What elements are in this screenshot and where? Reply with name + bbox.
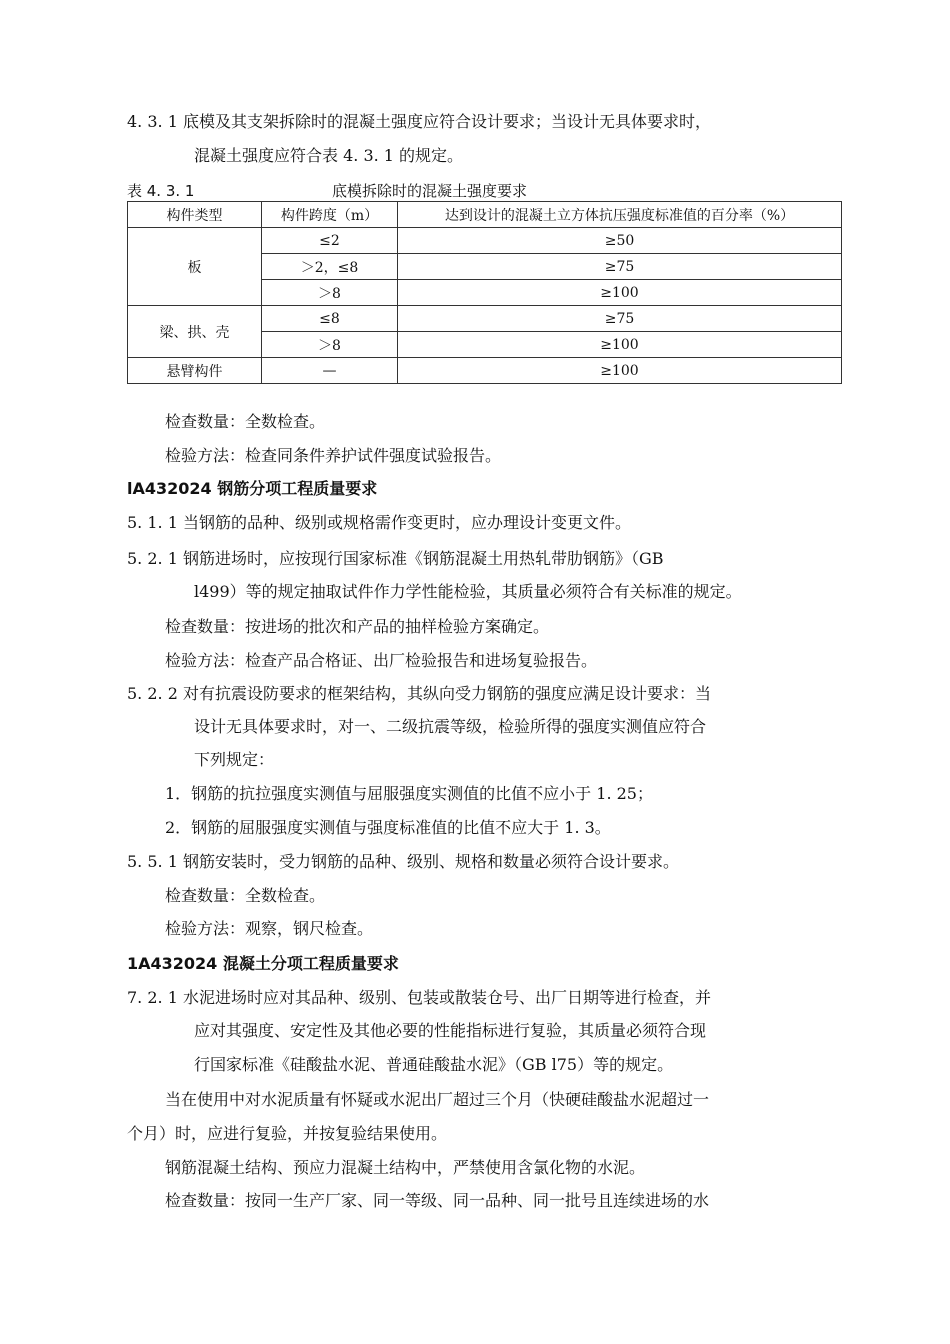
clause-7-2-1-line-1: 7. 2. 1 水泥进场时应对其品种、级别、包装或散装仓号、出厂日期等进行检查，并 — [127, 988, 711, 1007]
span-cell: ＞8 — [262, 280, 398, 306]
inspection-method: 检验方法：检查产品合格证、出厂检验报告和进场复验报告。 — [165, 651, 598, 670]
type-cell: 板 — [128, 228, 262, 306]
header-cell: 构件类型 — [128, 202, 262, 228]
section-heading: 1A432024 混凝土分项工程质量要求 — [127, 954, 399, 973]
value-cell: ≥50 — [398, 228, 842, 254]
list-item: 1．钢筋的抗拉强度实测值与屈服强度实测值的比值不应小于 1. 25； — [165, 784, 653, 803]
inspection-quantity: 检查数量：按同一生产厂家、同一等级、同一品种、同一批号且连续进场的水 — [165, 1191, 710, 1210]
clause-7-2-1-line-2: 应对其强度、安定性及其他必要的性能指标进行复验，其质量必须符合现 — [194, 1021, 707, 1040]
type-cell: 梁、拱、壳 — [128, 306, 262, 358]
section-heading: lA432024 钢筋分项工程质量要求 — [127, 479, 378, 498]
inspection-quantity: 检查数量：全数检查。 — [165, 412, 326, 431]
clause-5-5-1: 5. 5. 1 钢筋安装时，受力钢筋的品种、级别、规格和数量必须符合设计要求。 — [127, 852, 679, 871]
paragraph-line: 当在使用中对水泥质量有怀疑或水泥出厂超过三个月（快硬硅酸盐水泥超过一 — [165, 1090, 710, 1109]
table-caption — [127, 180, 827, 200]
table-row — [128, 358, 842, 384]
value-cell: ≥100 — [398, 332, 842, 358]
list-item: 2．钢筋的屈服强度实测值与强度标准值的比值不应大于 1. 3。 — [165, 818, 611, 837]
value-cell: ≥75 — [398, 254, 842, 280]
span-cell: — — [262, 358, 398, 384]
header-cell: 达到设计的混凝土立方体抗压强度标准值的百分率（%） — [398, 202, 842, 228]
table-title: 底模拆除时的混凝土强度要求 — [332, 182, 528, 200]
table-row — [128, 306, 842, 332]
span-cell: ＞2，≤8 — [262, 254, 398, 280]
inspection-method: 检验方法：观察，钢尺检查。 — [165, 919, 374, 938]
header-cell: 构件跨度（m） — [262, 202, 398, 228]
table-number: 表 4. 3. 1 — [127, 182, 195, 200]
type-cell: 悬臂构件 — [128, 358, 262, 384]
clause-5-2-2-line-2: 设计无具体要求时，对一、二级抗震等级，检验所得的强度实测值应符合 — [194, 717, 707, 736]
clause-4-3-1-line-1: 4. 3. 1 底模及其支架拆除时的混凝土强度应符合设计要求；当设计无具体要求时， — [127, 112, 711, 131]
clause-5-1-1: 5. 1. 1 当钢筋的品种、级别或规格需作变更时，应办理设计变更文件。 — [127, 513, 631, 532]
clause-5-2-1-line-2: l499）等的规定抽取试件作力学性能检验，其质量必须符合有关标准的规定。 — [194, 582, 742, 601]
clause-4-3-1-line-2: 混凝土强度应符合表 4. 3. 1 的规定。 — [194, 146, 464, 165]
strength-table — [127, 201, 842, 384]
clause-5-2-2-line-3: 下列规定： — [194, 750, 275, 769]
clause-5-2-1-line-1: 5. 2. 1 钢筋进场时，应按现行国家标准《钢筋混凝土用热轧带肋钢筋》（GB — [127, 549, 664, 568]
clause-5-2-2-line-1: 5. 2. 2 对有抗震设防要求的框架结构，其纵向受力钢筋的强度应满足设计要求：当 — [127, 684, 711, 703]
value-cell: ≥75 — [398, 306, 842, 332]
value-cell: ≥100 — [398, 280, 842, 306]
table-header-row — [128, 202, 842, 228]
span-cell: ≤2 — [262, 228, 398, 254]
span-cell: ≤8 — [262, 306, 398, 332]
inspection-quantity: 检查数量：按进场的批次和产品的抽样检验方案确定。 — [165, 617, 550, 636]
inspection-method: 检验方法：检查同条件养护试件强度试验报告。 — [165, 446, 502, 465]
value-cell: ≥100 — [398, 358, 842, 384]
table-row — [128, 228, 842, 254]
span-cell: ＞8 — [262, 332, 398, 358]
clause-7-2-1-line-3: 行国家标准《硅酸盐水泥、普通硅酸盐水泥》（GB l75）等的规定。 — [194, 1055, 674, 1074]
paragraph-line: 个月）时，应进行复验，并按复验结果使用。 — [127, 1124, 448, 1143]
inspection-quantity: 检查数量：全数检查。 — [165, 886, 326, 905]
paragraph-line: 钢筋混凝土结构、预应力混凝土结构中，严禁使用含氯化物的水泥。 — [165, 1158, 646, 1177]
